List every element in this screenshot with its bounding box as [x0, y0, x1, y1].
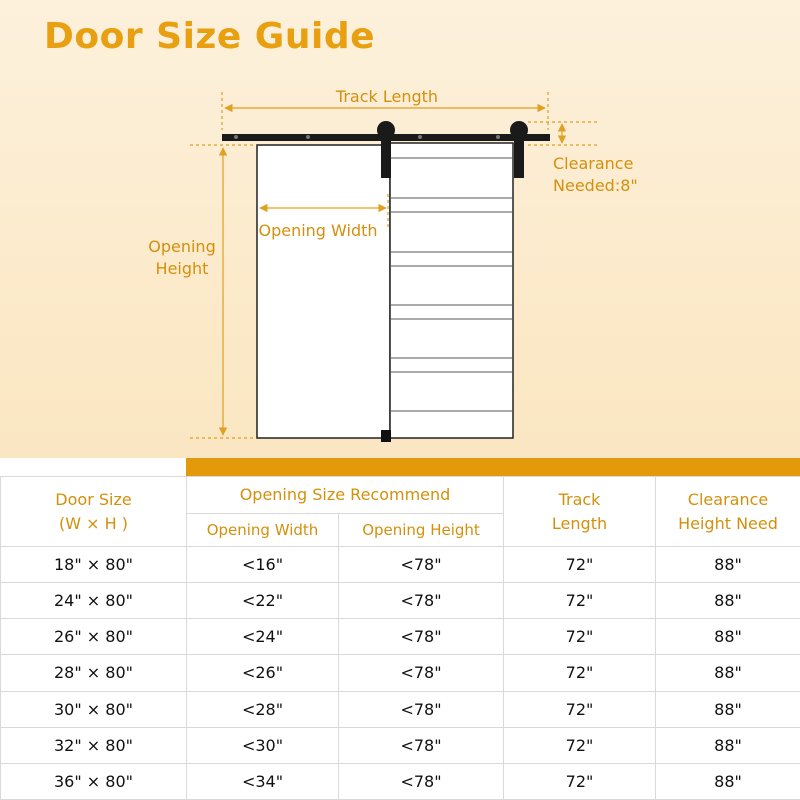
cell-track-length: 72": [504, 655, 656, 691]
table-row: [1, 619, 800, 655]
cell-opening-height: <78": [339, 727, 504, 763]
opening-height-dimension: [190, 145, 256, 438]
cell-door-size: 18" × 80": [1, 547, 187, 583]
cell-opening-width: <28": [187, 691, 339, 727]
cell-opening-height: <78": [339, 655, 504, 691]
cell-track-length: 72": [504, 583, 656, 619]
cell-opening-width: <22": [187, 583, 339, 619]
opening-height-label-line2: Height: [155, 259, 209, 278]
cell-track-length: 72": [504, 727, 656, 763]
cell-clearance: 88": [656, 655, 800, 691]
table-row: [1, 727, 800, 763]
opening-width-label: Opening Width: [258, 221, 378, 240]
table-row: [1, 547, 800, 583]
cell-door-size: 32" × 80": [1, 727, 187, 763]
opening-height-label-line1: Opening: [148, 237, 216, 256]
header-clearance: Clearance Height Need: [656, 477, 800, 547]
header-door-size: Door Size (W × H ): [1, 477, 187, 547]
clearance-dimension: [528, 122, 600, 145]
barn-door: [390, 143, 513, 438]
cell-opening-height: <78": [339, 691, 504, 727]
wall-opening: [257, 145, 390, 438]
floor-guide: [381, 430, 391, 442]
cell-clearance: 88": [656, 583, 800, 619]
cell-track-length: 72": [504, 763, 656, 799]
cell-opening-width: <30": [187, 727, 339, 763]
cell-track-length: 72": [504, 691, 656, 727]
header-track-length: Track Length: [504, 477, 656, 547]
track-length-label: Track Length: [335, 87, 439, 106]
cell-opening-height: <78": [339, 763, 504, 799]
table-row: [1, 583, 800, 619]
cell-opening-width: <26": [187, 655, 339, 691]
clearance-label-line2: Needed:8": [553, 176, 638, 195]
cell-opening-height: <78": [339, 619, 504, 655]
cell-door-size: 36" × 80": [1, 763, 187, 799]
header-opening-height: Opening Height: [339, 514, 504, 547]
cell-clearance: 88": [656, 691, 800, 727]
cell-door-size: 30" × 80": [1, 691, 187, 727]
header-opening-width: Opening Width: [187, 514, 339, 547]
size-table: [0, 476, 800, 800]
header-opening-group: Opening Size Recommend: [187, 477, 504, 514]
size-table-panel: [0, 458, 800, 800]
clearance-label-line1: Clearance: [553, 154, 634, 173]
cell-opening-width: <16": [187, 547, 339, 583]
table-row: [1, 763, 800, 799]
page-title: Door Size Guide: [44, 16, 376, 57]
cell-clearance: 88": [656, 727, 800, 763]
cell-door-size: 28" × 80": [1, 655, 187, 691]
table-row: [1, 655, 800, 691]
cell-clearance: 88": [656, 619, 800, 655]
cell-clearance: 88": [656, 763, 800, 799]
cell-opening-height: <78": [339, 583, 504, 619]
cell-opening-width: <24": [187, 619, 339, 655]
table-row: [1, 691, 800, 727]
cell-track-length: 72": [504, 619, 656, 655]
cell-door-size: 26" × 80": [1, 619, 187, 655]
cell-door-size: 24" × 80": [1, 583, 187, 619]
cell-opening-width: <34": [187, 763, 339, 799]
cell-opening-height: <78": [339, 547, 504, 583]
table-accent-bar: [186, 458, 800, 476]
cell-track-length: 72": [504, 547, 656, 583]
cell-clearance: 88": [656, 547, 800, 583]
